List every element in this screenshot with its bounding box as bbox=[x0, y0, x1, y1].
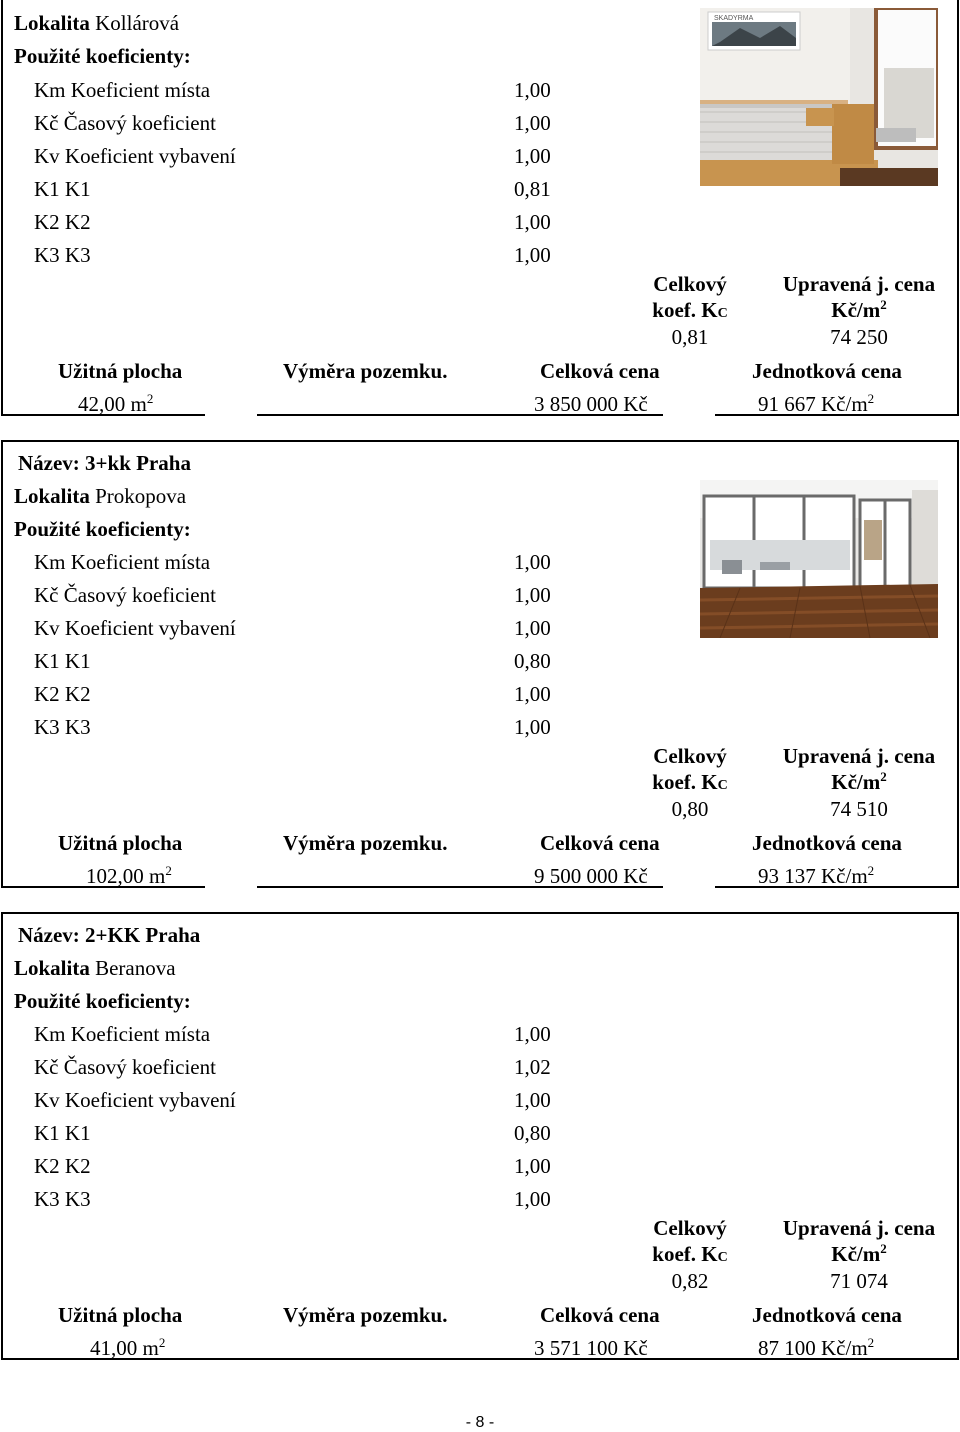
coef-value: 1,02 bbox=[514, 1055, 551, 1079]
area-sup: 2 bbox=[165, 863, 172, 878]
price-text: 93 137 Kč/m bbox=[758, 864, 868, 888]
coef-value: 0,80 bbox=[514, 1121, 551, 1145]
unit-sup: 2 bbox=[880, 297, 887, 312]
area-sup: 2 bbox=[158, 1335, 166, 1350]
lokalita-line bbox=[14, 484, 186, 508]
pouzite-koeficienty-heading: Použité koeficienty: bbox=[14, 44, 191, 68]
upravena-cena-value: 71 074 bbox=[830, 1269, 888, 1293]
listing-card-beranova bbox=[0, 912, 960, 1362]
celkova-cena-header: Celková cena bbox=[540, 831, 660, 855]
jednotkova-cena-value bbox=[758, 864, 874, 888]
uzitna-plocha-header: Užitná plocha bbox=[58, 359, 183, 383]
lokalita-value: Prokopova bbox=[95, 484, 187, 508]
price-sup: 2 bbox=[867, 391, 875, 406]
uzitna-plocha-value bbox=[86, 864, 172, 888]
koef-prefix: koef. K bbox=[652, 298, 718, 322]
vymera-pozemku-header: Výměra pozemku. bbox=[283, 1303, 448, 1327]
lokalita-label: Lokalita bbox=[14, 956, 90, 980]
celkovy-koef-value: 0,82 bbox=[671, 1269, 709, 1293]
coef-name: K3 K3 bbox=[34, 715, 91, 739]
lokalita-label: Lokalita bbox=[14, 484, 90, 508]
coef-value: 1,00 bbox=[514, 1022, 551, 1046]
listing-card-prokopova bbox=[0, 440, 960, 890]
celkovy-koef-value: 0,81 bbox=[671, 325, 709, 349]
uzitna-plocha-value bbox=[78, 392, 153, 416]
unit-text: Kč/m bbox=[831, 298, 881, 322]
unit-text: Kč/m bbox=[831, 770, 881, 794]
nazev-heading: Název: 3+kk Praha bbox=[18, 451, 191, 475]
coef-name: K2 K2 bbox=[34, 210, 91, 234]
area-text: 41,00 m bbox=[90, 1336, 159, 1360]
coef-value: 0,80 bbox=[514, 649, 551, 673]
coef-value: 0,81 bbox=[514, 177, 551, 201]
coef-name: Km Koeficient místa bbox=[34, 550, 211, 574]
upravena-cena-unit bbox=[764, 298, 954, 322]
uzitna-plocha-header: Užitná plocha bbox=[58, 1303, 183, 1327]
upravena-cena-heading: Upravená j. cena bbox=[782, 744, 936, 768]
uzitna-plocha-value bbox=[90, 1336, 165, 1360]
listing-card-kollarova bbox=[0, 0, 960, 420]
page-number: - 8 - bbox=[465, 1414, 495, 1431]
coef-name: Kč Časový koeficient bbox=[34, 583, 216, 607]
coef-name: K2 K2 bbox=[34, 1154, 91, 1178]
coef-name: Kv Koeficient vybavení bbox=[34, 1088, 236, 1112]
coef-value: 1,00 bbox=[514, 616, 551, 640]
coef-name: Km Koeficient místa bbox=[34, 78, 211, 102]
coef-value: 1,00 bbox=[514, 1154, 551, 1178]
coef-name: K1 K1 bbox=[34, 177, 91, 201]
bedroom-image bbox=[700, 8, 938, 186]
celkova-cena-value: 3 571 100 Kč bbox=[534, 1336, 648, 1360]
koef-subscript: C bbox=[717, 306, 728, 321]
coef-value: 1,00 bbox=[514, 1088, 551, 1112]
vymera-pozemku-header: Výměra pozemku. bbox=[283, 831, 448, 855]
lokalita-value: Kollárová bbox=[95, 11, 180, 35]
lokalita-line bbox=[14, 956, 176, 980]
koef-subscript: C bbox=[717, 1250, 728, 1265]
koef-prefix: koef. K bbox=[652, 770, 718, 794]
coef-name: Kč Časový koeficient bbox=[34, 1055, 216, 1079]
upravena-cena-heading: Upravená j. cena bbox=[782, 272, 936, 296]
area-text: 42,00 m bbox=[78, 392, 147, 416]
coef-value: 1,00 bbox=[514, 715, 551, 739]
coef-name: K2 K2 bbox=[34, 682, 91, 706]
upravena-cena-heading: Upravená j. cena bbox=[782, 1216, 936, 1240]
area-sup: 2 bbox=[146, 391, 154, 406]
upravena-cena-value: 74 510 bbox=[830, 797, 888, 821]
coef-value: 1,00 bbox=[514, 78, 551, 102]
celkovy-koef-heading-line2 bbox=[630, 298, 750, 326]
price-sup: 2 bbox=[867, 1335, 875, 1350]
upravena-cena-unit bbox=[764, 770, 954, 794]
jednotkova-cena-header: Jednotková cena bbox=[752, 359, 902, 383]
celkovy-line1: Celkový bbox=[653, 272, 727, 296]
coef-name: K1 K1 bbox=[34, 649, 91, 673]
lokalita-label: Lokalita bbox=[14, 11, 90, 35]
unit-text: Kč/m bbox=[831, 1242, 881, 1266]
coef-value: 1,00 bbox=[514, 583, 551, 607]
pouzite-koeficienty-heading: Použité koeficienty: bbox=[14, 517, 191, 541]
coef-value: 1,00 bbox=[514, 682, 551, 706]
celkovy-koef-heading-line2 bbox=[630, 770, 750, 798]
coef-value: 1,00 bbox=[514, 1187, 551, 1211]
coef-name: Km Koeficient místa bbox=[34, 1022, 211, 1046]
upravena-cena-unit bbox=[764, 1242, 954, 1266]
coef-value: 1,00 bbox=[514, 550, 551, 574]
photo-caption: SKADYRMA bbox=[714, 15, 754, 22]
koef-subscript: C bbox=[717, 778, 728, 793]
koef-prefix: koef. K bbox=[652, 1242, 718, 1266]
unit-sup: 2 bbox=[880, 1241, 887, 1256]
coef-name: Kč Časový koeficient bbox=[34, 111, 216, 135]
vymera-pozemku-header: Výměra pozemku. bbox=[283, 359, 448, 383]
coef-value: 1,00 bbox=[514, 210, 551, 234]
bedroom-photo bbox=[700, 8, 938, 186]
living-room-photo bbox=[700, 480, 938, 638]
living-room-image bbox=[700, 480, 938, 638]
area-text: 102,00 m bbox=[86, 864, 166, 888]
price-text: 87 100 Kč/m bbox=[758, 1336, 868, 1360]
celkovy-koef-heading: Celkový bbox=[653, 1216, 727, 1240]
celkova-cena-value: 3 850 000 Kč bbox=[534, 392, 648, 416]
celkova-cena-header: Celková cena bbox=[540, 359, 660, 383]
pouzite-koeficienty-heading: Použité koeficienty: bbox=[14, 989, 191, 1013]
celkovy-koef-heading: Celkový bbox=[653, 744, 727, 768]
coef-name: K3 K3 bbox=[34, 243, 91, 267]
price-text: 91 667 Kč/m bbox=[758, 392, 868, 416]
coef-name: K1 K1 bbox=[34, 1121, 91, 1145]
coef-name: Kv Koeficient vybavení bbox=[34, 144, 236, 168]
coef-name: Kv Koeficient vybavení bbox=[34, 616, 236, 640]
unit-sup: 2 bbox=[880, 769, 887, 784]
lokalita-line bbox=[14, 11, 179, 35]
nazev-heading: Název: 2+KK Praha bbox=[18, 923, 201, 947]
coef-value: 1,00 bbox=[514, 111, 551, 135]
price-sup: 2 bbox=[867, 863, 875, 878]
uzitna-plocha-header: Užitná plocha bbox=[58, 831, 183, 855]
coef-value: 1,00 bbox=[514, 243, 551, 267]
celkova-cena-value: 9 500 000 Kč bbox=[534, 864, 648, 888]
coef-value: 1,00 bbox=[514, 144, 551, 168]
celkovy-koef-value: 0,80 bbox=[671, 797, 709, 821]
upravena-cena-value: 74 250 bbox=[830, 325, 888, 349]
lokalita-value: Beranova bbox=[95, 956, 176, 980]
jednotkova-cena-value bbox=[758, 1336, 874, 1360]
jednotkova-cena-value bbox=[758, 392, 874, 416]
celkovy-koef-heading bbox=[630, 272, 750, 296]
celkovy-koef-heading-line2 bbox=[630, 1242, 750, 1270]
coef-name: K3 K3 bbox=[34, 1187, 91, 1211]
jednotkova-cena-header: Jednotková cena bbox=[752, 1303, 902, 1327]
jednotkova-cena-header: Jednotková cena bbox=[752, 831, 902, 855]
celkova-cena-header: Celková cena bbox=[540, 1303, 660, 1327]
